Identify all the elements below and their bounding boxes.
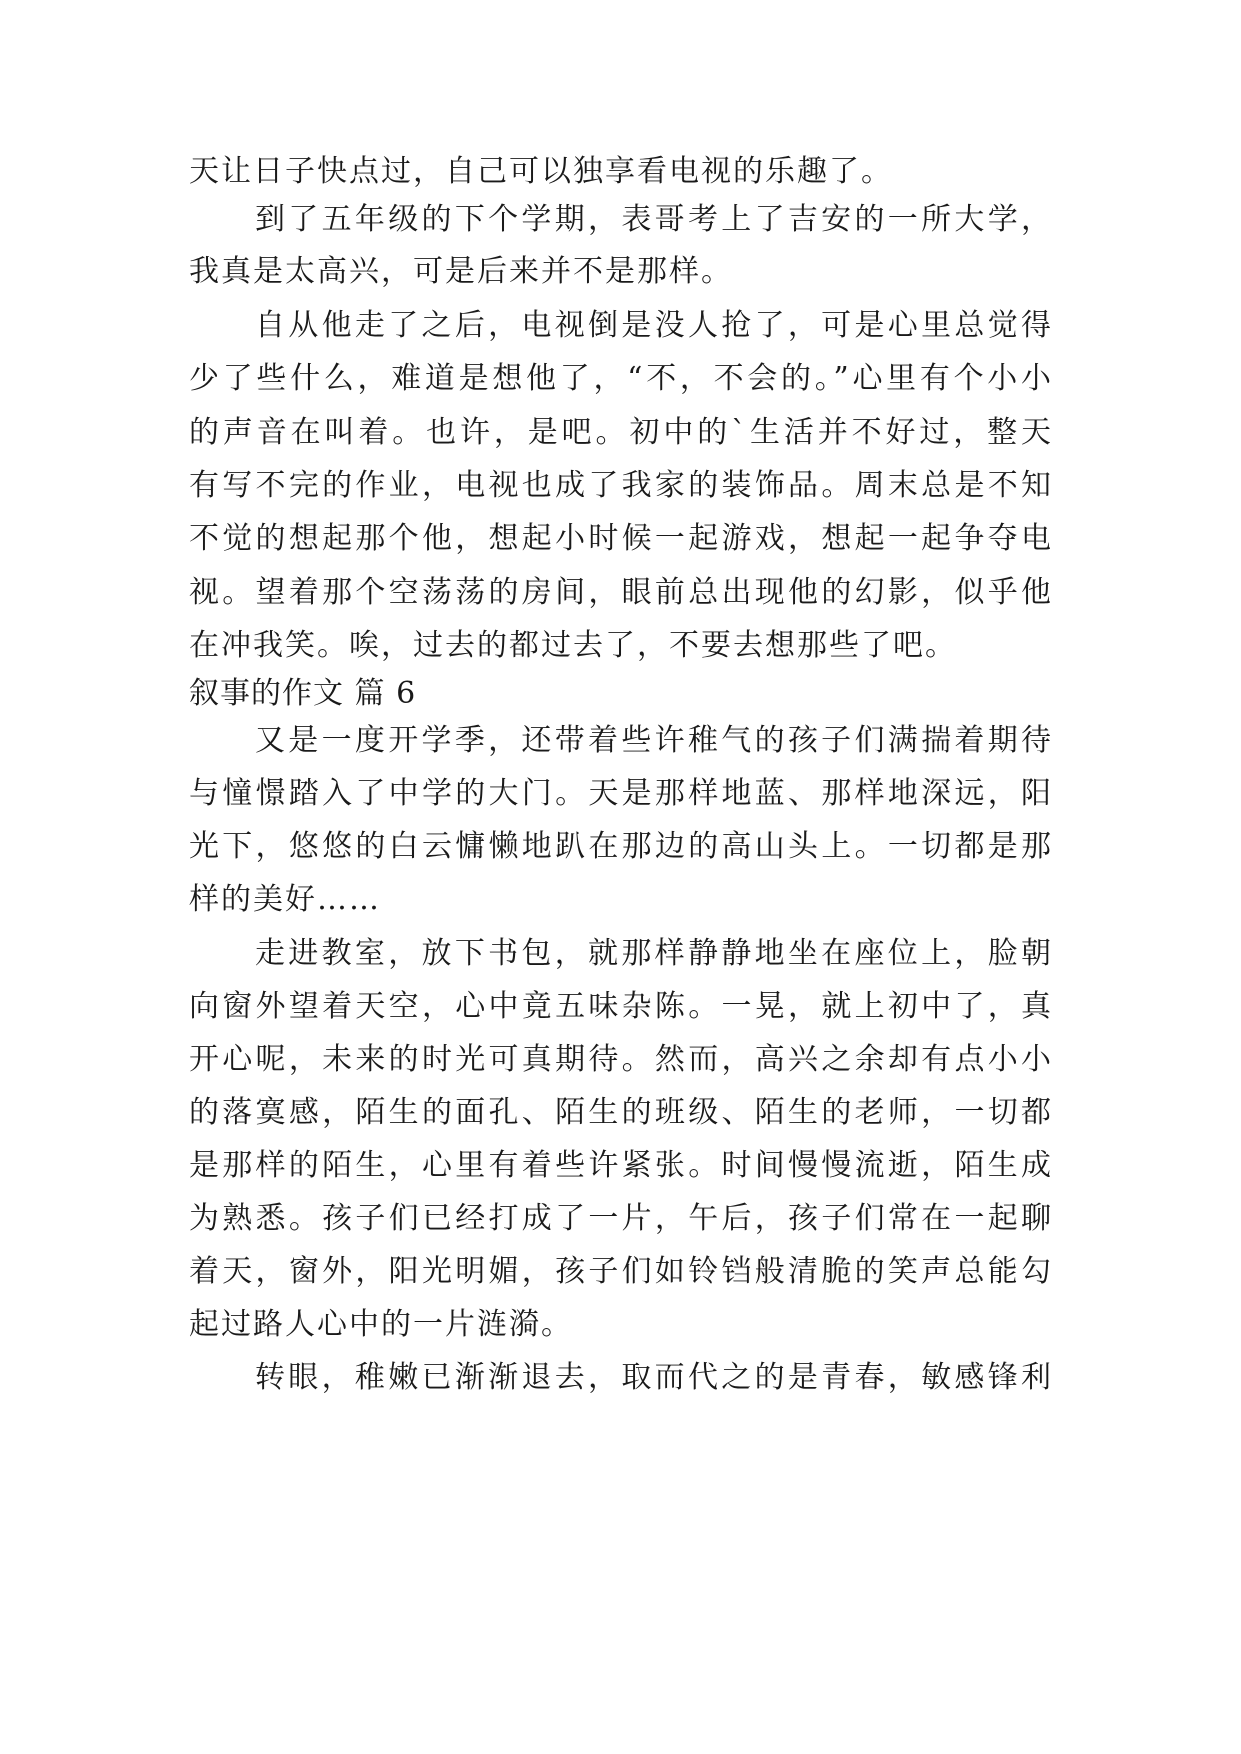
text-line: 与憧憬踏入了中学的大门。天是那样地蓝、那样地深远，阳 xyxy=(189,776,1051,811)
text-line: 的声音在叫着。也许，是吧。初中的`生活并不好过，整天 xyxy=(189,415,1051,450)
text-line: 开心呢，未来的时光可真期待。然而，高兴之余却有点小小 xyxy=(189,1042,1051,1077)
paragraph-first-line: 到了五年级的下个学期，表哥考上了吉安的一所大学， xyxy=(255,202,1051,237)
section-heading: 叙事的作文 篇 6 xyxy=(189,676,417,711)
text-line: 有写不完的作业，电视也成了我家的装饰品。周末总是不知 xyxy=(189,468,1051,503)
text-line: 为熟悉。孩子们已经打成了一片，午后，孩子们常在一起聊 xyxy=(189,1201,1051,1236)
paragraph-first-line: 转眼，稚嫩已渐渐退去，取而代之的是青春，敏感锋利 xyxy=(255,1360,1051,1395)
text-line: 样的美好…… xyxy=(189,882,381,917)
paragraph-first-line: 自从他走了之后，电视倒是没人抢了，可是心里总觉得 xyxy=(255,308,1051,343)
text-line: 的落寞感，陌生的面孔、陌生的班级、陌生的老师，一切都 xyxy=(189,1095,1051,1130)
paragraph-first-line: 走进教室，放下书包，就那样静静地坐在座位上，脸朝 xyxy=(255,936,1051,971)
text-line: 着天，窗外，阳光明媚，孩子们如铃铛般清脆的笑声总能勾 xyxy=(189,1254,1051,1289)
text-line: 不觉的想起那个他，想起小时候一起游戏，想起一起争夺电 xyxy=(189,521,1051,556)
text-line: 少了些什么，难道是想他了，“不，不会的。”心里有个小小 xyxy=(189,361,1051,396)
paragraph-first-line: 又是一度开学季，还带着些许稚气的孩子们满揣着期待 xyxy=(255,723,1051,758)
text-line: 光下，悠悠的白云慵懒地趴在那边的高山头上。一切都是那 xyxy=(189,829,1051,864)
text-line: 起过路人心中的一片涟漪。 xyxy=(189,1307,573,1342)
text-line: 在冲我笑。唉，过去的都过去了，不要去想那些了吧。 xyxy=(189,628,957,663)
text-line: 是那样的陌生，心里有着些许紧张。时间慢慢流逝，陌生成 xyxy=(189,1148,1051,1183)
text-line: 向窗外望着天空，心中竟五味杂陈。一晃，就上初中了，真 xyxy=(189,989,1051,1024)
text-line: 天让日子快点过，自己可以独享看电视的乐趣了。 xyxy=(189,154,893,189)
text-line: 视。望着那个空荡荡的房间，眼前总出现他的幻影，似乎他 xyxy=(189,575,1051,610)
text-line: 我真是太高兴，可是后来并不是那样。 xyxy=(189,254,733,289)
